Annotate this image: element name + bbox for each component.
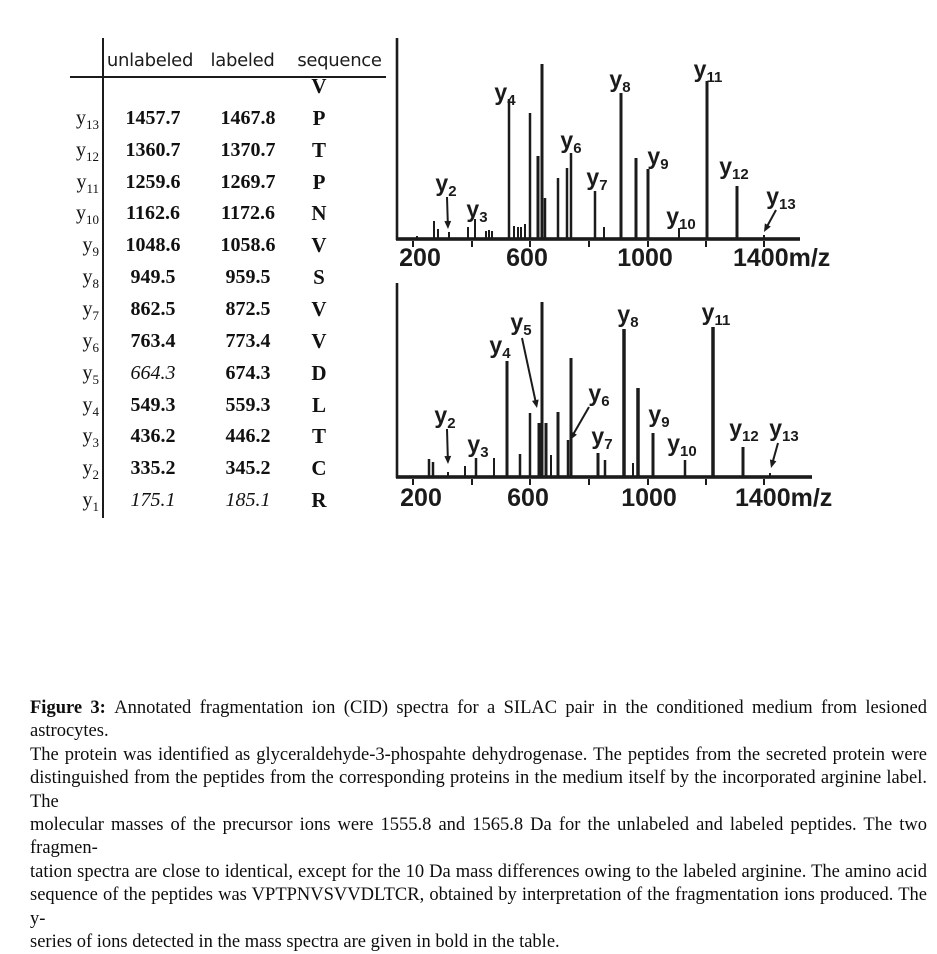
labeled-mass: 559.3: [225, 393, 271, 416]
ion-label: $y_4$: [82, 393, 99, 419]
table-row: [65, 166, 400, 198]
peak: [550, 455, 552, 477]
peak: [604, 460, 607, 477]
annotation-arrow-line: [447, 197, 448, 224]
peak: [491, 231, 493, 239]
axis-tick-label: 600: [507, 484, 549, 512]
peak: [736, 186, 739, 239]
peak: [513, 226, 515, 239]
table-row: [65, 229, 400, 261]
sequence-residue: T: [311, 137, 326, 162]
annotation-arrow-head: [444, 456, 451, 464]
sequence-residue: V: [311, 296, 327, 321]
ion-label: $y_5$: [82, 361, 99, 387]
ion-annotation: $y_8$: [609, 66, 631, 96]
peak: [447, 472, 449, 477]
col-header-sequence: sequence: [297, 50, 382, 71]
table-row: [65, 452, 400, 484]
annotation-arrow-line: [447, 429, 448, 459]
peak: [506, 361, 509, 477]
ion-annotation: $y_8$: [617, 301, 639, 331]
sequence-residue: N: [311, 201, 327, 226]
ion-label: $y_2$: [82, 457, 99, 483]
peak: [570, 153, 573, 239]
table-row: [65, 325, 400, 357]
peak: [597, 453, 600, 477]
ion-annotation: $y_5$: [510, 309, 532, 339]
ion-annotation: $y_7$: [586, 164, 608, 194]
table-row: [65, 389, 400, 421]
peak: [432, 462, 435, 477]
axis-tick: [588, 241, 590, 247]
unlabeled-mass: 1457.7: [125, 106, 181, 129]
ion-annotation: $y_{12}$: [729, 415, 759, 445]
caption-line: Figure 3: Annotated fragmentation ion (CID) spectra for a SILAC pair in the conditioned medium from lesioned astrocytes.: [30, 698, 927, 742]
peak: [541, 302, 544, 477]
fragmentation-spectra: [390, 35, 837, 517]
peak: [594, 191, 597, 239]
peak: [711, 327, 715, 477]
peak: [475, 458, 478, 477]
labeled-mass: [198, 70, 298, 102]
caption-line: tation spectra are close to identical, except for the 10 Da mass differences owing to the labeled arginine. The amino acid: [30, 861, 927, 882]
ion-label: $y_9$: [82, 234, 99, 260]
peak: [763, 235, 765, 239]
figure-caption: [30, 697, 927, 954]
peak: [467, 227, 469, 239]
labeled-mass: 1269.7: [220, 170, 276, 193]
ion-label: $y_{10}$: [76, 202, 99, 228]
ion-label: $y_1$: [82, 489, 99, 515]
labeled-mass: 446.2: [225, 425, 271, 448]
ion-annotation: $y_6$: [560, 127, 582, 157]
axis-tick: [588, 479, 590, 485]
annotation-arrow-head: [770, 459, 777, 468]
peak: [706, 81, 709, 239]
peak: [538, 423, 541, 477]
annotation-arrow-line: [772, 443, 778, 463]
ion-annotation: $y_4$: [494, 79, 516, 109]
peak: [557, 178, 560, 239]
y-axis: [396, 38, 399, 240]
peak: [545, 423, 548, 477]
col-header-unlabeled: unlabeled: [106, 50, 194, 71]
ion-label: $y_{11}$: [76, 170, 99, 196]
caption-line: The protein was identified as glyceraldehyde-3-phospahte dehydrogenase. The peptides from the secreted protein were: [30, 744, 927, 765]
peak: [520, 227, 522, 239]
sequence-residue: V: [311, 74, 327, 98]
ion-annotation: $y_2$: [434, 402, 456, 432]
ion-annotation: $y_6$: [588, 380, 610, 410]
caption-line: series of ions detected in the mass spectra are given in bold in the table.: [30, 932, 560, 953]
labeled-mass: 872.5: [225, 297, 271, 320]
sequence-residue: D: [311, 360, 327, 385]
labeled-mass: 1370.7: [220, 138, 276, 161]
labeled-mass: 1058.6: [220, 234, 276, 257]
peak: [769, 473, 771, 477]
axis-tick-label: 600: [506, 244, 548, 272]
ion-annotation: $y_3$: [466, 196, 488, 226]
caption-line: sequence of the peptides was VPTPNVSVVDLTCR, obtained by interpretation of the fragmentation ions produced. The y-: [30, 885, 927, 929]
axis-tick-label: 200: [399, 244, 441, 272]
sequence-residue: T: [311, 424, 326, 449]
peak: [537, 156, 540, 239]
table-row: [65, 357, 400, 389]
ion-annotation: $y_2$: [435, 170, 457, 200]
ion-annotation: $y_{10}$: [666, 203, 696, 233]
table-row: [65, 102, 400, 134]
unlabeled-mass: 949.5: [130, 266, 176, 289]
annotation-arrow-head: [532, 399, 539, 408]
ion-label: $y_{12}$: [76, 138, 99, 164]
sequence-residue: L: [311, 392, 326, 417]
table-row: [65, 261, 400, 293]
peak: [647, 169, 650, 239]
ion-label: $y_3$: [82, 425, 99, 451]
unlabeled-mass: 1360.7: [125, 138, 181, 161]
ion-annotation: $y_7$: [591, 423, 613, 453]
unlabeled-mass: 549.3: [130, 393, 176, 416]
col-header-labeled: labeled: [210, 50, 275, 71]
annotation-arrow-head: [444, 221, 451, 229]
table-row: [65, 197, 400, 229]
sequence-residue: C: [311, 456, 327, 481]
unlabeled-mass: 175.1: [130, 489, 176, 512]
caption-line: molecular masses of the precursor ions were 1555.8 and 1565.8 Da for the unlabeled and labeled peptides. The two fragmen-: [30, 815, 927, 859]
unlabeled-mass: 1259.6: [125, 170, 181, 193]
y-axis: [396, 283, 399, 478]
peak: [517, 227, 519, 239]
unlabeled-mass: 862.5: [130, 297, 176, 320]
annotation-arrow-line: [766, 210, 776, 228]
peak: [519, 454, 522, 477]
peak: [524, 224, 526, 239]
axis-tick: [705, 241, 707, 247]
ion-label: $y_7$: [82, 297, 99, 323]
peak: [652, 433, 655, 477]
ion-annotation: $y_9$: [647, 143, 669, 173]
sequence-residue: V: [311, 233, 327, 258]
unlabeled-mass: 664.3: [130, 361, 176, 384]
unlabeled-mass: 335.2: [130, 457, 176, 480]
axis-tick-label: 1000: [621, 484, 677, 512]
annotation-arrow-line: [522, 338, 536, 403]
x-axis: [396, 237, 800, 241]
peak: [636, 388, 640, 477]
ion-label: $y_8$: [82, 266, 99, 292]
peak: [488, 230, 490, 239]
peak: [603, 227, 605, 239]
ion-label: [65, 70, 99, 102]
unlabeled-mass: 763.4: [130, 329, 176, 352]
ion-label: $y_{13}$: [76, 106, 99, 132]
peak: [433, 221, 435, 239]
unlabeled-mass: [103, 70, 203, 102]
caption-line: distinguished from the peptides from the corresponding proteins in the medium itself by the incorporated arginine label. The: [30, 768, 927, 812]
labeled-mass: 773.4: [225, 329, 271, 352]
labeled-mass: 959.5: [225, 266, 271, 289]
ion-annotation: $y_4$: [489, 332, 511, 362]
figure-number-label: Figure 3:: [30, 698, 115, 718]
axis-tick-label: 1000: [617, 244, 673, 272]
ion-table: [65, 0, 400, 530]
ion-annotation: $y_{10}$: [667, 430, 697, 460]
axis-tick: [471, 479, 473, 485]
table-row: [65, 420, 400, 452]
peak: [635, 158, 638, 239]
table-row: [65, 484, 400, 516]
peak: [570, 358, 573, 477]
peak: [566, 168, 569, 239]
peak: [448, 232, 450, 239]
labeled-mass: 185.1: [225, 489, 271, 512]
table-row: [65, 293, 400, 325]
peak: [508, 99, 511, 239]
peak: [464, 466, 466, 477]
annotation-arrow-line: [572, 407, 589, 436]
peak: [742, 447, 745, 477]
peak: [529, 113, 532, 239]
peak: [493, 458, 495, 477]
peak: [632, 463, 634, 477]
axis-tick: [471, 241, 473, 247]
labeled-mass: 345.2: [225, 457, 271, 480]
ion-annotation: $y_9$: [648, 401, 670, 431]
labeled-mass: 1467.8: [220, 106, 276, 129]
axis-tick: [705, 479, 707, 485]
axis-tick-label: 1400m/z: [733, 244, 831, 272]
sequence-residue: P: [312, 169, 326, 194]
peak: [622, 329, 626, 477]
sequence-residue: P: [312, 105, 326, 130]
labeled-mass: 1172.6: [221, 202, 275, 225]
peak: [567, 440, 570, 477]
sequence-residue: S: [313, 265, 325, 290]
peak: [557, 412, 560, 477]
unlabeled-mass: 1048.6: [125, 234, 181, 257]
axis-tick-label: 200: [400, 484, 442, 512]
peak: [541, 64, 544, 239]
ion-annotation: $y_{13}$: [766, 183, 796, 213]
table-row: [65, 134, 400, 166]
table-row: [65, 70, 400, 102]
peak: [684, 460, 687, 477]
ion-annotation: $y_{13}$: [769, 415, 799, 445]
ion-annotation: $y_3$: [467, 431, 489, 461]
peak: [485, 231, 487, 239]
peak: [620, 93, 623, 239]
axis-tick-label: 1400m/z: [735, 484, 833, 512]
unlabeled-mass: 436.2: [130, 425, 176, 448]
ion-label: $y_6$: [82, 329, 99, 355]
peak: [529, 413, 532, 477]
peak: [474, 219, 476, 239]
sequence-residue: R: [311, 488, 327, 513]
sequence-residue: V: [311, 328, 327, 353]
peak: [544, 198, 547, 239]
peak: [416, 236, 418, 239]
unlabeled-mass: 1162.6: [126, 202, 180, 225]
ion-annotation: $y_{11}$: [693, 56, 723, 86]
ion-annotation: $y_{12}$: [719, 153, 749, 183]
peak: [437, 229, 439, 239]
ion-annotation: $y_{11}$: [701, 299, 731, 329]
labeled-mass: 674.3: [225, 361, 271, 384]
peak: [428, 459, 431, 477]
